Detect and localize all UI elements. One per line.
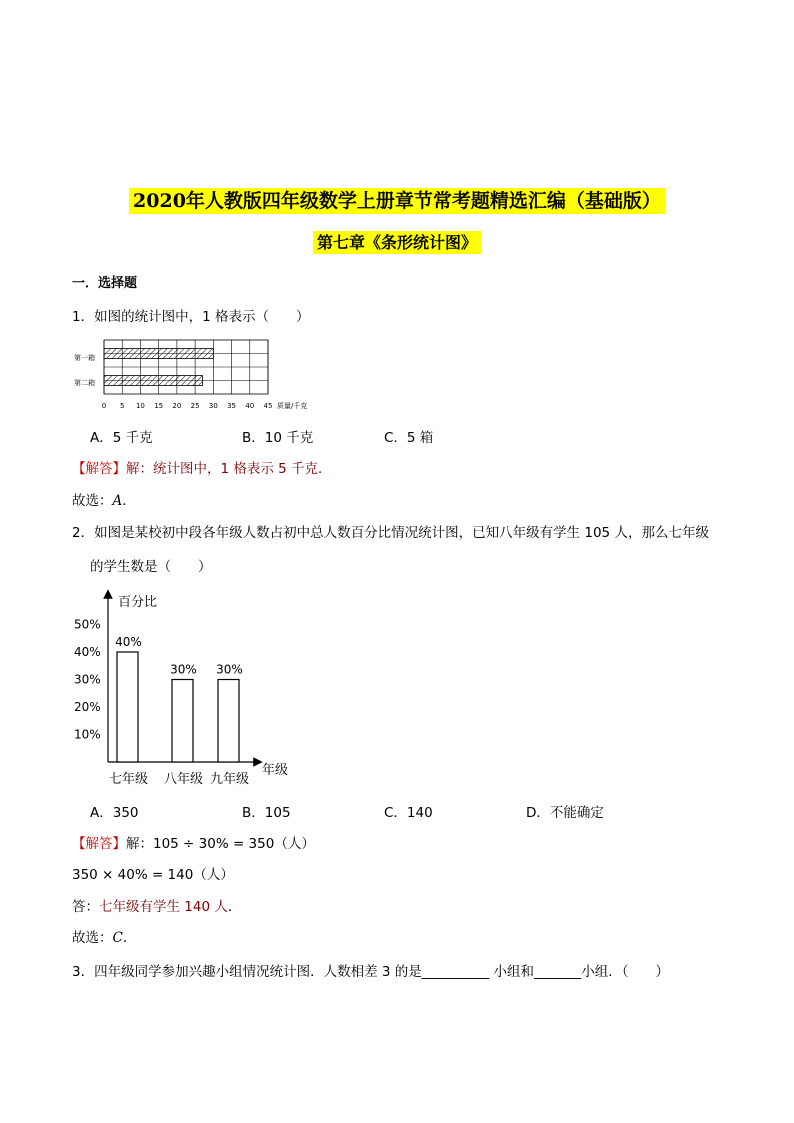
q2-answer-line2: 350 × 40% = 140（人） (72, 867, 234, 883)
q2-answer-line3-red: 七年级有学生 140 人 (99, 899, 228, 915)
q1-tick-label: 20 (172, 402, 182, 410)
q2-answer-line3-prefix: 答： (72, 899, 99, 915)
q2-value-label: 30% (170, 662, 197, 677)
q2-category-label: 九年级 (209, 772, 250, 787)
q1-bar (104, 376, 202, 386)
q2-option-a: A．350 (90, 805, 139, 821)
q1-tick-label: 40 (245, 402, 255, 410)
q2-tick-label: 10% (74, 727, 101, 742)
q1-category-label: 第二箱 (74, 379, 95, 387)
q2-tick-label: 20% (74, 700, 101, 714)
q2-bar (117, 652, 138, 762)
q1-choice (72, 489, 136, 509)
q2-answer-line1 (72, 832, 315, 852)
q1-x-axis-label: 质量/千克 (277, 402, 308, 410)
q2-bar (218, 680, 239, 763)
q2-choice-letter: C (112, 930, 123, 946)
q2-x-axis-label: 年级 (262, 763, 289, 778)
q1-tick-label: 15 (154, 402, 164, 410)
q1-choice-letter: A (112, 493, 123, 509)
q2-value-label: 40% (115, 635, 142, 649)
q2-answer-line3-suffix: ． (227, 899, 242, 915)
q1-option-a: A．5 千克 (90, 430, 153, 446)
q1-category-label: 第一箱 (74, 354, 95, 362)
page-title (0, 186, 794, 213)
q1-tick-label: 30 (208, 402, 218, 410)
q2-answer-line3 (72, 895, 241, 915)
q1-tick-label: 35 (227, 402, 237, 410)
q2-answer-line1-text: 解：105 ÷ 30% = 350（人） (126, 836, 315, 852)
section-heading: 一．选择题 (72, 276, 138, 291)
q1-tick-label: 0 (101, 402, 107, 410)
q2-choice-prefix: 故选： (72, 930, 113, 946)
q2-option-b: B．105 (242, 805, 291, 821)
q1-answer-text: 解：统计图中，1 格表示 5 千克． (126, 461, 332, 477)
q1-bar (104, 349, 213, 359)
q1-answer (72, 457, 332, 477)
q2-category-label: 八年级 (163, 772, 204, 787)
chapter-title (0, 230, 794, 253)
q1-option-b: B．10 千克 (242, 430, 314, 446)
page-title-text: 2020年人教版四年级数学上册章节常考题精选汇编（基础版） (129, 188, 665, 214)
question-2-text-line1: 2．如图是某校初中段各年级人数占初中总人数百分比情况统计图，已知八年级有学生 105 人，那么七年级 (72, 525, 709, 541)
q2-category-label: 七年级 (108, 772, 149, 787)
question-1-chart (72, 336, 332, 414)
q2-bar (172, 680, 193, 763)
q1-tick-label: 25 (190, 402, 200, 410)
q2-choice (72, 926, 136, 946)
q1-answer-tag: 【解答】 (72, 461, 126, 477)
q1-choice-prefix: 故选： (72, 493, 113, 509)
q1-choice-suffix: ． (122, 493, 136, 509)
q2-answer-tag: 【解答】 (72, 836, 126, 852)
question-1-text: 1．如图的统计图中，1 格表示（ ） (72, 309, 310, 325)
q2-option-d: D．不能确定 (526, 805, 604, 821)
q2-tick-label: 40% (74, 645, 101, 659)
q1-option-c: C．5 箱 (384, 430, 434, 446)
chapter-title-text: 第七章《条形统计图》 (313, 231, 481, 254)
q2-value-label: 30% (216, 662, 243, 677)
q1-tick-label: 10 (135, 402, 145, 410)
q2-y-axis-label: 百分比 (118, 595, 158, 610)
question-2-chart (72, 586, 312, 796)
question-3-text: 3．四年级同学参加兴趣小组情况统计图．人数相差 3 的是__________ 小组和_______小组．（ ） (72, 964, 670, 980)
question-2-text-line2: 的学生数是（ ） (90, 559, 212, 575)
q1-tick-label: 5 (119, 402, 125, 410)
q1-tick-label: 45 (263, 402, 273, 410)
q2-tick-label: 50% (74, 617, 101, 632)
q2-option-c: C．140 (384, 805, 433, 821)
q2-choice-suffix: ． (122, 930, 137, 946)
q2-tick-label: 30% (74, 672, 101, 687)
